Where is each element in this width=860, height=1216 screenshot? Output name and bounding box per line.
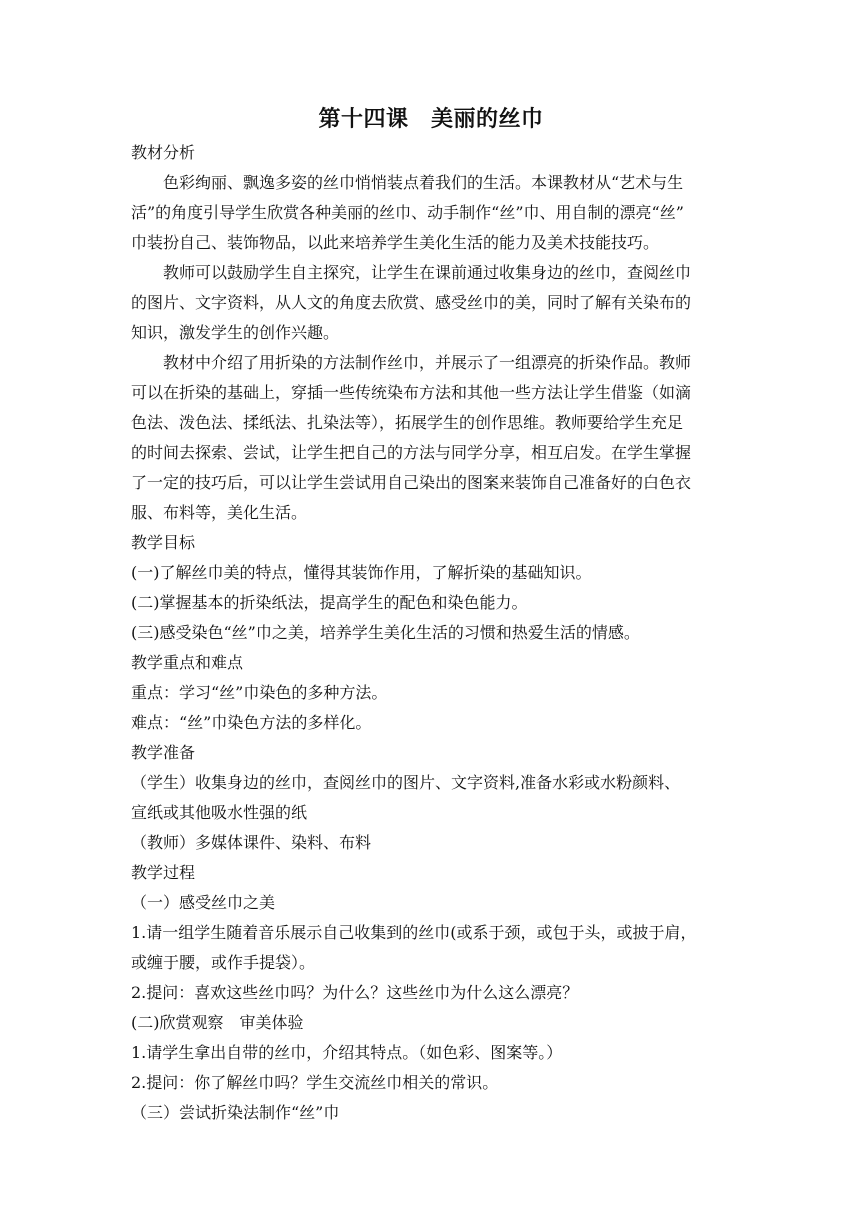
section-heading-preparation: 教学准备 bbox=[131, 743, 196, 762]
process-step: 2.提问：你了解丝巾吗？学生交流丝巾相关的常识。 bbox=[131, 1073, 499, 1092]
process-step-line: 1.请一组学生随着音乐展示自己收集到的丝巾(或系于颈，或包于头，或披于肩， bbox=[131, 923, 697, 942]
section-heading-key-points: 教学重点和难点 bbox=[131, 653, 244, 672]
paragraph-line: 巾装扮自己、装饰物品，以此来培养学生美化生活的能力及美术技能技巧。 bbox=[131, 233, 660, 252]
process-step-line: 或缠于腰，或作手提袋）。 bbox=[131, 953, 316, 972]
section-heading-goals: 教学目标 bbox=[131, 533, 196, 552]
process-step: 2.提问：喜欢这些丝巾吗？为什么？这些丝巾为什么这么漂亮？ bbox=[131, 983, 579, 1002]
paragraph-line: 色法、泼色法、揉纸法、扎染法等），拓展学生的创作思维。教师要给学生充足 bbox=[131, 413, 684, 432]
process-part-heading: （三）尝试折染法制作“丝”巾 bbox=[131, 1103, 340, 1122]
paragraph-line: 服、布料等，美化生活。 bbox=[131, 503, 308, 522]
paragraph-line: 活”的角度引导学生欣赏各种美丽的丝巾、动手制作“丝”巾、用自制的漂亮“丝” bbox=[131, 203, 684, 222]
process-part-heading: (二)欣赏观察 审美体验 bbox=[131, 1013, 304, 1032]
goal-item: (二)掌握基本的折染纸法，提高学生的配色和染色能力。 bbox=[131, 593, 528, 612]
paragraph-line: 可以在折染的基础上，穿插一些传统染布方法和其他一些方法让学生借鉴（如滴 bbox=[131, 383, 692, 402]
difficulty-point: 难点：“丝”巾染色方法的多样化。 bbox=[131, 713, 372, 732]
paragraph-line: 的时间去探索、尝试，让学生把自己的方法与同学分享，相互启发。在学生掌握 bbox=[131, 443, 692, 462]
student-preparation-line: 宣纸或其他吸水性强的纸 bbox=[131, 803, 308, 822]
paragraph-line: 教师可以鼓励学生自主探究，让学生在课前通过收集身边的丝巾，查阅丝巾 bbox=[163, 263, 692, 282]
focus-point: 重点：学习“丝”巾染色的多种方法。 bbox=[131, 683, 388, 702]
section-heading-analysis: 教材分析 bbox=[131, 143, 196, 162]
paragraph-line: 了一定的技巧后，可以让学生尝试用自己染出的图案来装饰自己准备好的白色衣 bbox=[131, 473, 692, 492]
document-page bbox=[131, 100, 731, 1128]
page-title: 第十四课 美丽的丝巾 bbox=[318, 106, 544, 132]
student-preparation-line: （学生）收集身边的丝巾，查阅丝巾的图片、文字资料,准备水彩或水粉颜料、 bbox=[131, 773, 681, 792]
paragraph-line: 教材中介绍了用折染的方法制作丝巾，并展示了一组漂亮的折染作品。教师 bbox=[163, 353, 692, 372]
goal-item: (三)感受染色“丝”巾之美，培养学生美化生活的习惯和热爱生活的情感。 bbox=[131, 623, 640, 642]
process-part-heading: （一）感受丝巾之美 bbox=[131, 893, 276, 912]
paragraph-line: 色彩绚丽、飘逸多姿的丝巾悄悄装点着我们的生活。本课教材从“艺术与生 bbox=[163, 173, 684, 192]
teacher-preparation: （教师）多媒体课件、染料、布料 bbox=[131, 833, 372, 852]
process-step: 1.请学生拿出自带的丝巾，介绍其特点。（如色彩、图案等。） bbox=[131, 1043, 563, 1062]
goal-item: (一)了解丝巾美的特点，懂得其装饰作用，了解折染的基础知识。 bbox=[131, 563, 592, 582]
paragraph-line: 知识，激发学生的创作兴趣。 bbox=[131, 323, 340, 342]
paragraph-line: 的图片、文字资料，从人文的角度去欣赏、感受丝巾的美，同时了解有关染布的 bbox=[131, 293, 692, 312]
section-heading-process: 教学过程 bbox=[131, 863, 196, 882]
